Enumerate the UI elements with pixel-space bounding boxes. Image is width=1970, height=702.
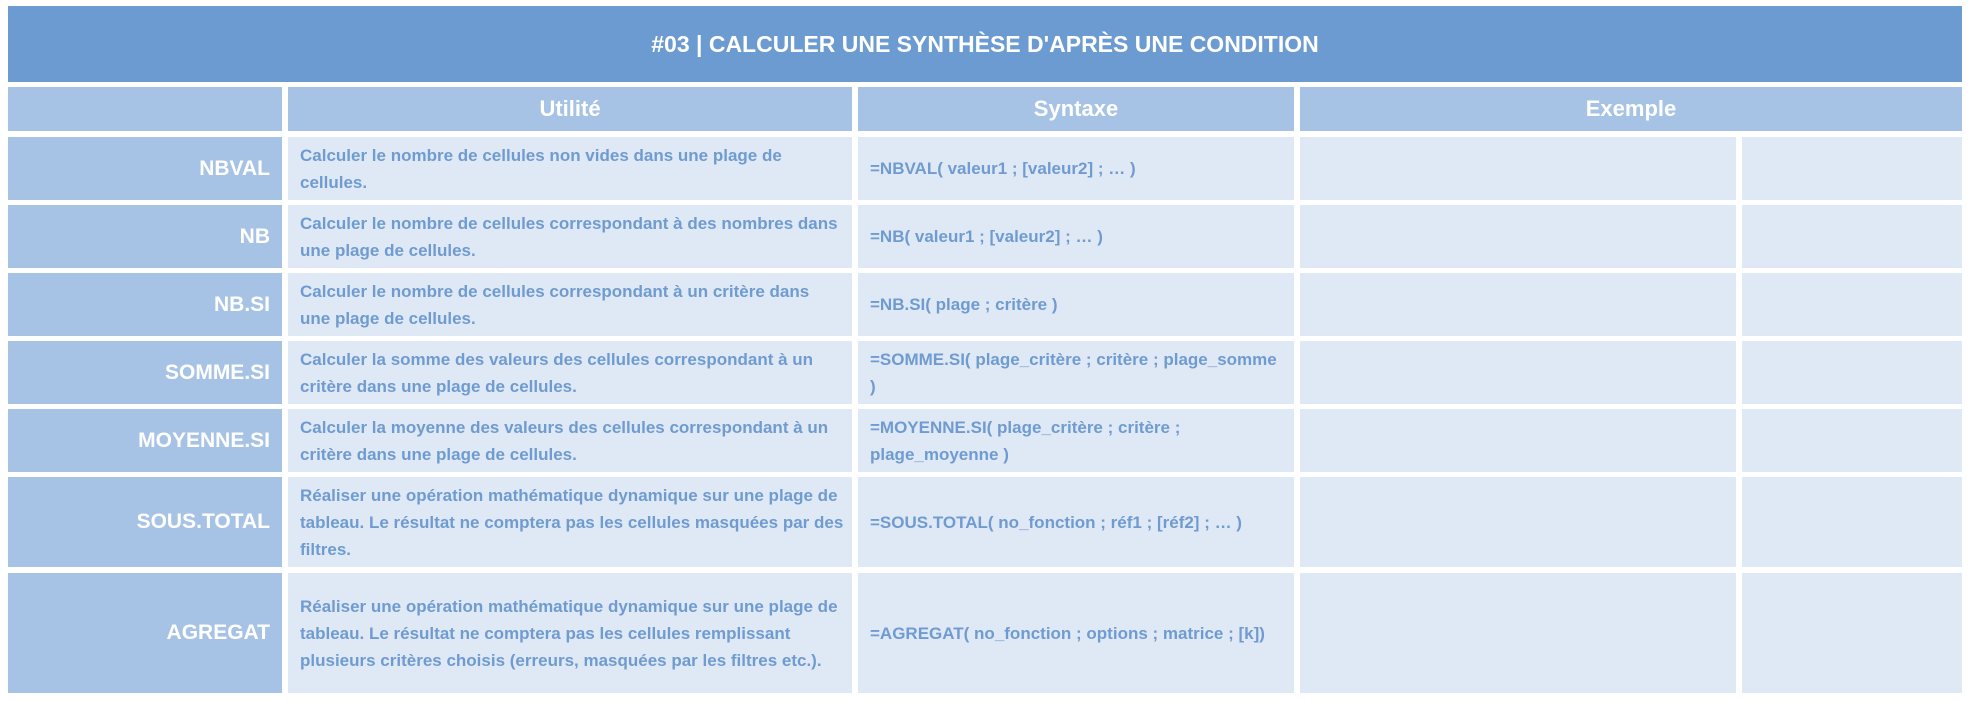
header-exemple[interactable]: Exemple	[1300, 87, 1962, 131]
row-utilite-nbval[interactable]: Calculer le nombre de cellules non vides dans une plage de cellules.	[288, 137, 852, 200]
row-name-nb-si[interactable]: NB.SI	[8, 273, 282, 336]
row-exemple-cell-b[interactable]	[1742, 137, 1962, 200]
row-exemple-cell-a[interactable]	[1300, 137, 1736, 200]
row-syntaxe-agregat[interactable]: =AGREGAT( no_fonction ; options ; matrice ; [k])	[858, 573, 1294, 693]
row-exemple-cell-a[interactable]	[1300, 573, 1736, 693]
header-utilite[interactable]: Utilité	[288, 87, 852, 131]
row-exemple-cell-a[interactable]	[1300, 477, 1736, 567]
row-exemple-cell-b[interactable]	[1742, 341, 1962, 404]
row-syntaxe-somme-si[interactable]: =SOMME.SI( plage_critère ; critère ; plage_somme )	[858, 341, 1294, 404]
row-name-nbval[interactable]: NBVAL	[8, 137, 282, 200]
row-syntaxe-sous-total[interactable]: =SOUS.TOTAL( no_fonction ; réf1 ; [réf2] ; … )	[858, 477, 1294, 567]
row-utilite-somme-si[interactable]: Calculer la somme des valeurs des cellules correspondant à un critère dans une plage de cellules.	[288, 341, 852, 404]
row-exemple-cell-a[interactable]	[1300, 341, 1736, 404]
row-syntaxe-nb[interactable]: =NB( valeur1 ; [valeur2] ; … )	[858, 205, 1294, 268]
row-exemple-cell-a[interactable]	[1300, 273, 1736, 336]
row-utilite-nb-si[interactable]: Calculer le nombre de cellules correspondant à un critère dans une plage de cellules.	[288, 273, 852, 336]
row-name-somme-si[interactable]: SOMME.SI	[8, 341, 282, 404]
row-exemple-cell-b[interactable]	[1742, 477, 1962, 567]
row-syntaxe-moyenne-si[interactable]: =MOYENNE.SI( plage_critère ; critère ; plage_moyenne )	[858, 409, 1294, 472]
row-exemple-cell-b[interactable]	[1742, 273, 1962, 336]
row-utilite-sous-total[interactable]: Réaliser une opération mathématique dynamique sur une plage de tableau. Le résultat ne comptera pas les cellules masquées par des filtres.	[288, 477, 852, 567]
row-name-sous-total[interactable]: SOUS.TOTAL	[8, 477, 282, 567]
row-exemple-cell-b[interactable]	[1742, 573, 1962, 693]
row-utilite-nb[interactable]: Calculer le nombre de cellules correspondant à des nombres dans une plage de cellules.	[288, 205, 852, 268]
row-syntaxe-nb-si[interactable]: =NB.SI( plage ; critère )	[858, 273, 1294, 336]
header-syntaxe[interactable]: Syntaxe	[858, 87, 1294, 131]
row-utilite-agregat[interactable]: Réaliser une opération mathématique dynamique sur une plage de tableau. Le résultat ne comptera pas les cellules remplissant plusieurs critères choisis (erreurs, masquées par les filtres etc.).	[288, 573, 852, 693]
row-exemple-cell-b[interactable]	[1742, 205, 1962, 268]
row-name-nb[interactable]: NB	[8, 205, 282, 268]
header-blank-cell[interactable]	[8, 87, 282, 131]
row-name-agregat[interactable]: AGREGAT	[8, 573, 282, 693]
row-utilite-moyenne-si[interactable]: Calculer la moyenne des valeurs des cellules correspondant à un critère dans une plage de cellules.	[288, 409, 852, 472]
row-exemple-cell-b[interactable]	[1742, 409, 1962, 472]
row-exemple-cell-a[interactable]	[1300, 409, 1736, 472]
row-syntaxe-nbval[interactable]: =NBVAL( valeur1 ; [valeur2] ; … )	[858, 137, 1294, 200]
row-exemple-cell-a[interactable]	[1300, 205, 1736, 268]
row-name-moyenne-si[interactable]: MOYENNE.SI	[8, 409, 282, 472]
page-title[interactable]: #03 | CALCULER UNE SYNTHÈSE D'APRÈS UNE CONDITION	[8, 6, 1962, 82]
